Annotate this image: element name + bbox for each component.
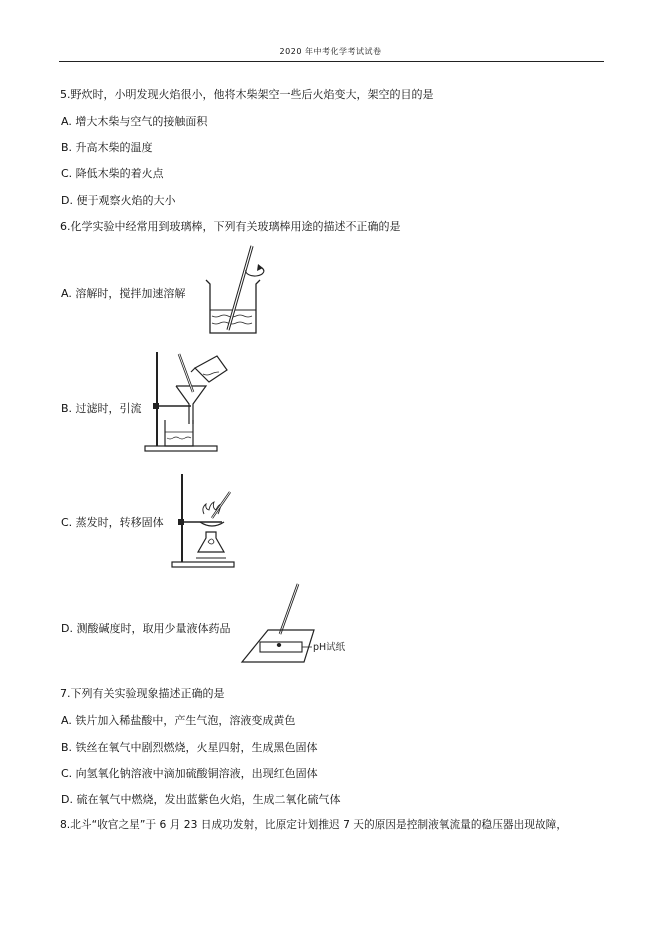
question-5-option-a: A. 增大木柴与空气的接触面积 — [61, 115, 208, 128]
ph-paper-figure — [240, 582, 362, 664]
ph-paper-label: pH试纸 — [313, 642, 346, 653]
page-header: 2020 年中考化学考试试卷 — [279, 47, 382, 56]
question-8-stem: 8.北斗“收官之星”于 6 月 23 日成功发射，比原定计划推迟 7 天的原因是控制液氧流量的稳压器出现故障， — [60, 818, 568, 831]
question-5-option-c: C. 降低木柴的着火点 — [61, 167, 164, 180]
question-5-option-b: B. 升高木柴的温度 — [61, 141, 153, 154]
question-6-stem: 6.化学实验中经常用到玻璃棒，下列有关玻璃棒用途的描述不正确的是 — [60, 220, 401, 233]
question-6-option-c: C. 蒸发时，转移固体 — [61, 516, 164, 529]
beaker-stirring-figure — [196, 240, 276, 340]
question-7-option-b: B. 铁丝在氧气中剧烈燃烧，火星四射，生成黑色固体 — [61, 741, 318, 754]
question-7-option-a: A. 铁片加入稀盐酸中，产生气泡，溶液变成黄色 — [61, 714, 296, 727]
question-6-option-a: A. 溶解时，搅拌加速溶解 — [61, 287, 186, 300]
question-5-stem: 5.野炊时，小明发现火焰很小，他将木柴架空一些后火焰变大，架空的目的是 — [60, 88, 434, 101]
question-7-option-d: D. 硫在氧气中燃烧，发出蓝紫色火焰，生成二氧化硫气体 — [61, 793, 341, 806]
header-divider — [59, 61, 604, 62]
question-6-option-d: D. 测酸碱度时，取用少量液体药品 — [61, 622, 231, 635]
question-6-option-b: B. 过滤时，引流 — [61, 402, 142, 415]
evaporation-apparatus-figure — [170, 470, 250, 570]
question-5-option-d: D. 便于观察火焰的大小 — [61, 194, 176, 207]
question-7-option-c: C. 向氢氧化钠溶液中滴加硫酸铜溶液，出现红色固体 — [61, 767, 318, 780]
filtration-apparatus-figure — [143, 348, 233, 454]
question-7-stem: 7.下列有关实验现象描述正确的是 — [60, 687, 225, 700]
